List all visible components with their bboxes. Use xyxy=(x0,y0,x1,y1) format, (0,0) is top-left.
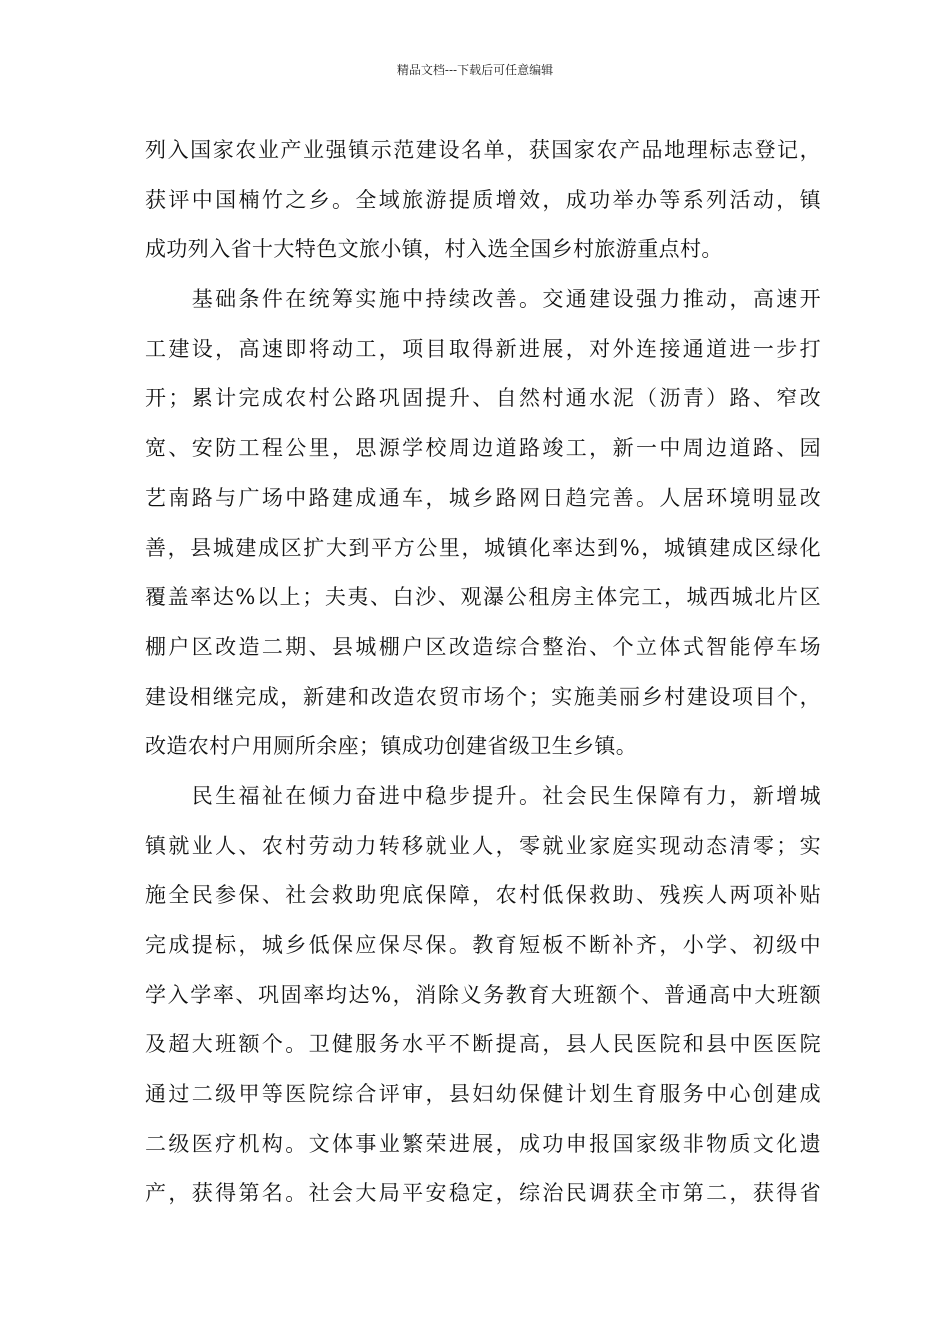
text-line: 成功列入省十大特色文旅小镇，村入选全国乡村旅游重点村。 xyxy=(145,237,723,262)
text-line: 艺南路与广场中路建成通车，城乡路网日趋完善。人居环境明显改 xyxy=(145,485,821,510)
text-line: 开；累计完成农村公路巩固提升、自然村通水泥（沥青）路、窄改 xyxy=(145,386,821,411)
text-line: 列入国家农业产业强镇示范建设名单，获国家农产品地理标志登记， xyxy=(145,138,821,162)
text-line: 棚户区改造二期、县城棚户区改造综合整治、个立体式智能停车场 xyxy=(145,634,821,659)
text-line: 基础条件在统筹实施中持续改善。交通建设强力推动，高速开 xyxy=(145,287,821,312)
text-line: 产，获得第名。社会大局平安稳定，综治民调获全市第二，获得省 xyxy=(145,1181,821,1206)
paragraph xyxy=(145,280,821,777)
page-header: 精品文档---下载后可任意编辑 xyxy=(396,63,554,77)
paragraph xyxy=(145,777,821,1224)
text-line: 获评中国楠竹之乡。全域旅游提质增效，成功举办等系列活动，镇 xyxy=(145,187,821,212)
text-line: 宽、安防工程公里，思源学校周边道路竣工，新一中周边道路、园 xyxy=(145,436,821,461)
text-line: 工建设，高速即将动工，项目取得新进展，对外连接通道进一步打 xyxy=(145,336,821,361)
text-line: 二级医疗机构。文体事业繁荣进展，成功申报国家级非物质文化遗 xyxy=(145,1131,821,1156)
text-line: 镇就业人、农村劳动力转移就业人，零就业家庭实现动态清零；实 xyxy=(145,833,821,858)
text-line: 善，县城建成区扩大到平方公里，城镇化率达到%，城镇建成区绿化 xyxy=(145,535,821,560)
text-line: 完成提标，城乡低保应保尽保。教育短板不断补齐，小学、初级中 xyxy=(145,933,821,957)
text-line: 建设相继完成，新建和改造农贸市场个；实施美丽乡村建设项目个， xyxy=(145,684,821,709)
text-line: 通过二级甲等医院综合评审，县妇幼保健计划生育服务中心创建成 xyxy=(145,1082,821,1107)
text-line: 覆盖率达%以上；夫夷、白沙、观瀑公租房主体完工，城西城北片区 xyxy=(145,585,821,610)
text-line: 及超大班额个。卫健服务水平不断提高，县人民医院和县中医医院 xyxy=(145,1032,821,1057)
text-line: 学入学率、巩固率均达%，消除义务教育大班额个、普通高中大班额 xyxy=(145,982,821,1007)
text-line: 民生福祉在倾力奋进中稳步提升。社会民生保障有力，新增城 xyxy=(145,783,821,808)
text-line: 改造农村户用厕所余座；镇成功创建省级卫生乡镇。 xyxy=(145,734,638,759)
document-body xyxy=(145,131,821,1224)
paragraph xyxy=(145,131,821,280)
text-line: 施全民参保、社会救助兜底保障，农村低保救助、残疾人两项补贴 xyxy=(145,883,821,908)
